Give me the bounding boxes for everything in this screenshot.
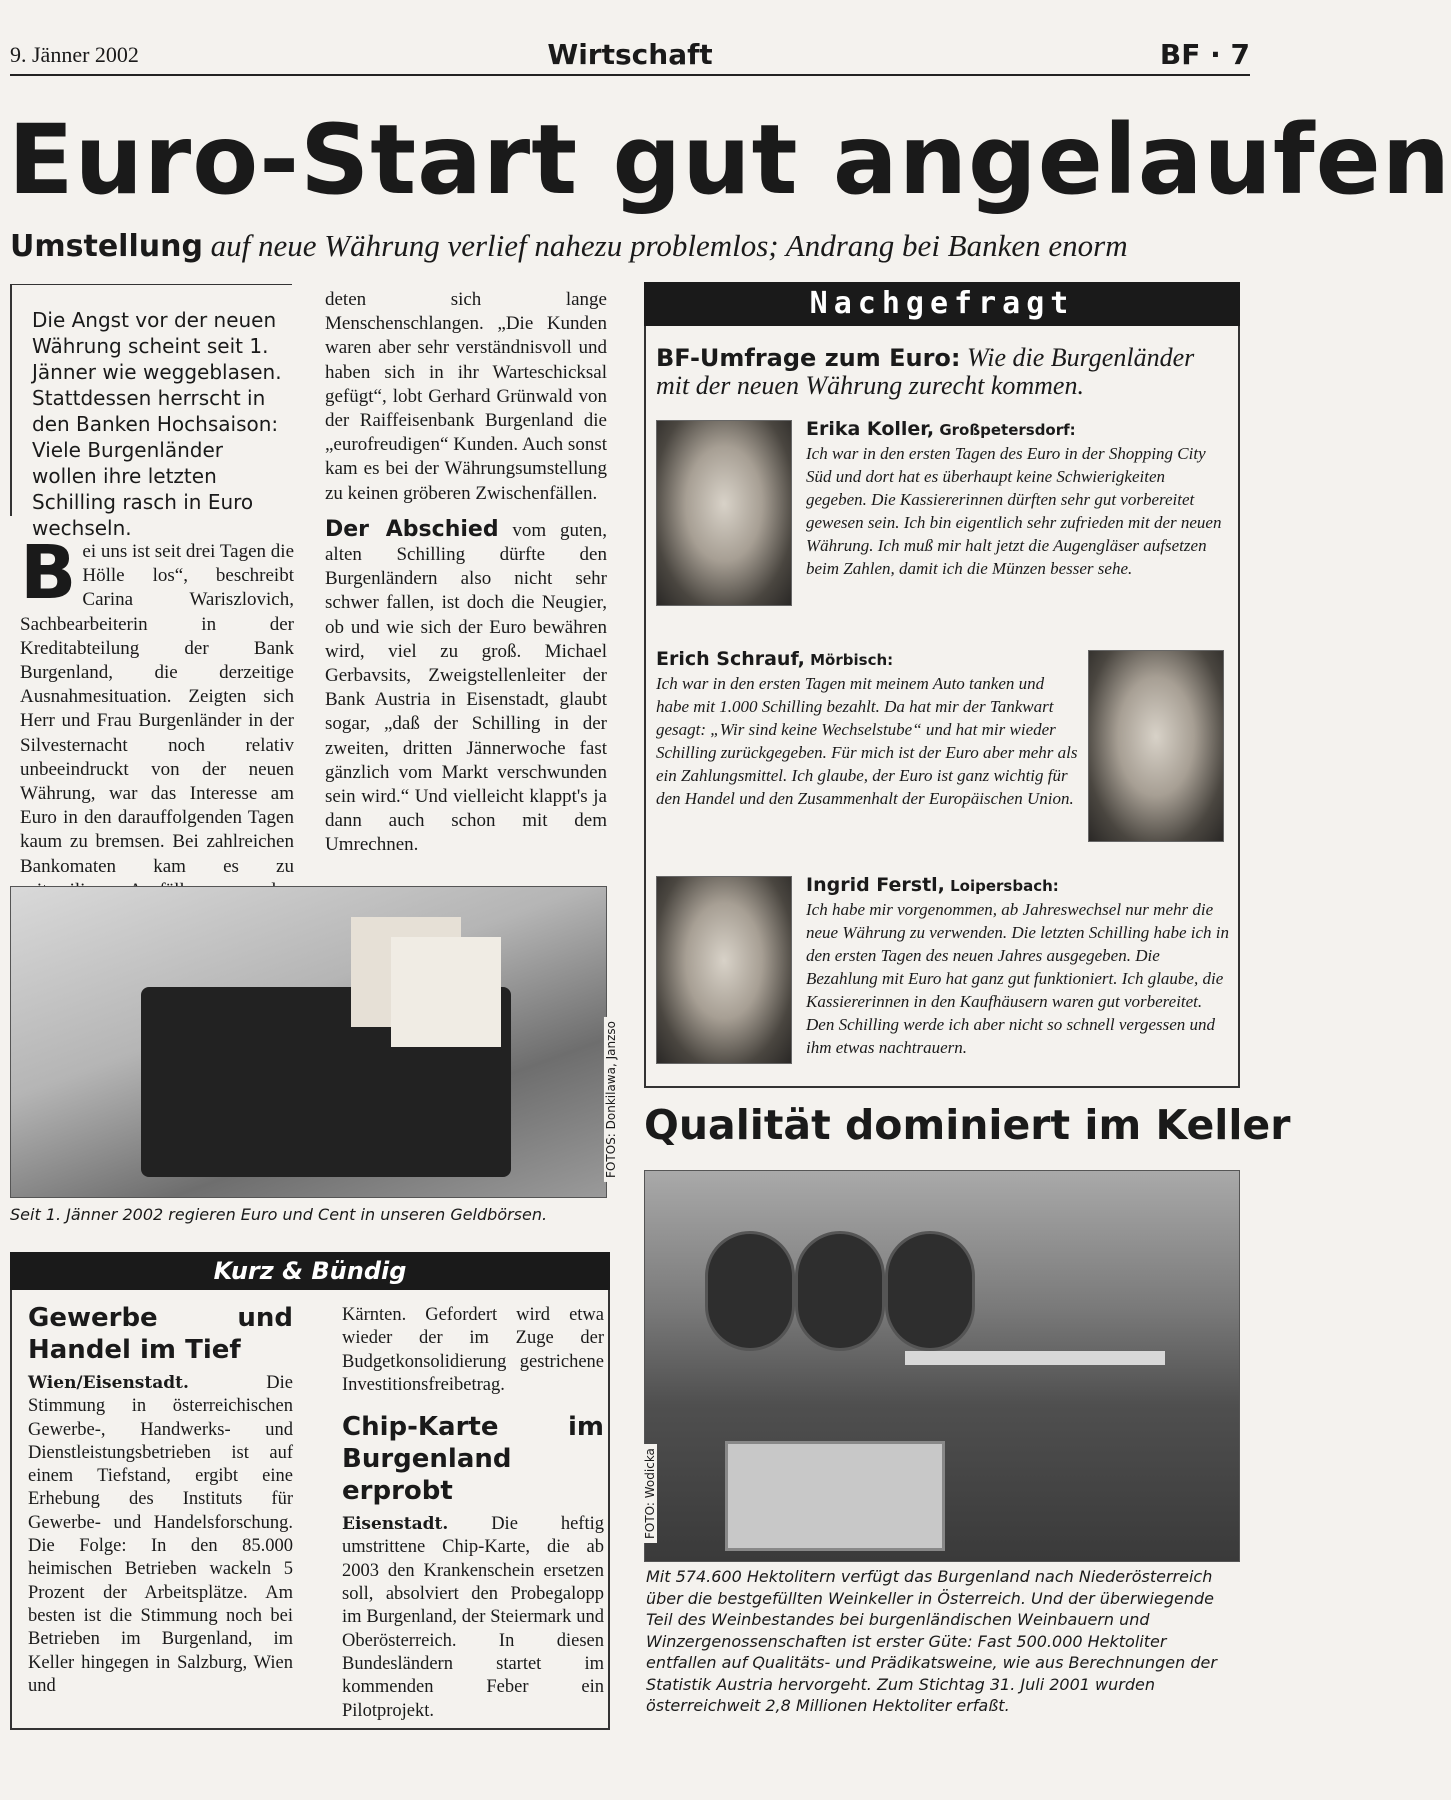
quote1-text: Ich war in den ersten Tagen des Euro in der Shopping City Süd und dort hat es überhaupt keine Schwierigkeiten gegeben. Die Kassiererinnen dürften sehr gut vorbereitet gewesen sein. Ich bin eigentlich sehr zufrieden mit der neuen Währung. Ich muß mir halt jetzt die Augengläser aufsetzen beim Zahlen, damit ich die Münzen besser sehe. xyxy=(806,444,1222,578)
main-headline: Euro-Start gut angelaufen xyxy=(8,104,1451,216)
portrait-erich-schrauf xyxy=(1088,650,1224,842)
kurz-item2-text: Die heftig umstrittene Chip-Karte, die ab 2003 den Krankenschein ersetzen soll, absolviert den Probegalopp im Burgenland, der Steiermark und Oberösterreich. In diesen Bundesländern startet im kommenden Feber ein Pilotprojekt. xyxy=(342,1514,604,1721)
kurz-item1-continued: Kärnten. Gefordert wird etwa wieder der im Zuge der Budgetkonsolidierung gestrichene Investitionsfreibetrag. xyxy=(342,1305,604,1395)
subheadline-rest: auf neue Währung verlief nahezu problemlos; Andrang bei Banken enorm xyxy=(202,228,1128,263)
wine-crate-graphic xyxy=(725,1441,945,1551)
portrait-erika-koller xyxy=(656,420,792,606)
quote-ingrid-ferstl xyxy=(806,874,1230,1059)
kurz-item2-heading: Chip-Karte im Burgenland erprobt xyxy=(342,1412,604,1507)
nachgefragt-title: Nachgefragt xyxy=(644,282,1240,326)
cellar-photo-credit: FOTO: Wodicka xyxy=(643,1444,657,1543)
photo-caption: Seit 1. Jänner 2002 regieren Euro und Cent in unseren Geldbörsen. xyxy=(10,1205,548,1224)
kurz-column-2 xyxy=(342,1304,604,1723)
photo-credit: FOTOS: Donkilawa, Janzso xyxy=(604,1017,618,1182)
kurz-item1-text: Die Stimmung in österreichischen Gewerbe-, Handwerks- und Dienstleistungsbetrieben ist auf einem Tiefstand, ergibt eine Erhebung des Instituts für Gewerbe- und Handelsforschung. Die Folge: In den 85.000 heimischen Betrieben wackeln 5 Prozent der Arbeitsplätze. Am besten ist die Stimmung noch bei Betrieben im Burgenland, im Keller hingegen in Salzburg, Wien und xyxy=(28,1373,293,1696)
survey-intro-bold: BF-Umfrage zum Euro: xyxy=(656,344,961,372)
quote3-name: Ingrid Ferstl, xyxy=(806,874,945,896)
table-graphic xyxy=(905,1351,1165,1365)
quote2-place: Mörbisch: xyxy=(804,651,894,669)
quote1-name: Erika Koller, xyxy=(806,418,935,440)
quote-erika-koller xyxy=(806,418,1230,580)
kurz-buendig-title: Kurz & Bündig xyxy=(10,1252,610,1290)
page-number: BF · 7 xyxy=(1159,38,1250,71)
survey-intro xyxy=(656,344,1232,400)
quote1-place: Großpetersdorf: xyxy=(934,421,1076,439)
article-body-2: deten sich lange Menschenschlangen. „Die Kunden waren aber sehr verständnisvoll und haben sich in ihr Warteschicksal gefügt“, lobt Gerhard Grünwald von der Raiffeisenbank Burgenland die „eurofreudigen“ Kunden. Auch sonst kam es bei der Währungsumstellung zu keinen gröberen Zwischenfällen. xyxy=(325,289,607,504)
cellar-caption: Mit 574.600 Hektolitern verfügt das Burgenland nach Niederösterreich über die bestgefüllten Weinkeller in Österreich. Und der überwiegende Teil des Weinbestandes bei burgenländischen Weinbauern und Winzergenossenschaften ist erster Güte: Fast 500.000 Hektoliter entfallen auf Qualitäts- und Prädikatsweine, wie aus Berechnungen der Statistik Austria hervorgeht. Zum Stichtag 31. Juli 2001 wurden österreichweit 2,8 Millionen Hektoliter erfaßt. xyxy=(646,1567,1217,1715)
barrel-graphic xyxy=(705,1231,795,1351)
kurz-item2-place: Eisenstadt. xyxy=(342,1514,449,1535)
quote3-text: Ich habe mir vorgenommen, ab Jahreswechsel nur mehr die neue Währung zu verwenden. Die letzten Schilling habe ich in den ersten Tagen des neuen Jahres ausgegeben. Die Bezahlung mit Euro hat ganz gut funktioniert. Ich glaube, die Kassiererinnen in den Kaufhäusern waren gut vorbereitet. Den Schilling werde ich aber nicht so schnell vergessen und ihm etwas nachtrauern. xyxy=(806,900,1230,1057)
kurz-item1-place: Wien/Eisenstadt. xyxy=(28,1373,189,1393)
kurz-column-1 xyxy=(28,1302,293,1698)
quote2-text: Ich war in den ersten Tagen mit meinem Auto tanken und habe mit 1.000 Schilling bezahlt. Da hat mir der Tankwart gesagt: „Wir sind keine Wechselstube“ und hat mir wieder Schilling zurückgegeben. Für mich ist der Euro aber mehr als ein Zahlungsmittel. Ich glaube, der Euro ist ganz wichtig für den Handel und den Zusammenhalt der Europäischen Union. xyxy=(656,674,1078,808)
subheadline xyxy=(10,228,1270,264)
lead-paragraph: Die Angst vor der neuen Währung scheint seit 1. Jänner wie weggeblasen. Stattdessen herrscht in den Banken Hochsaison: Viele Burgenländer wollen ihre letzten Schilling rasch in Euro wechseln. xyxy=(10,284,292,516)
runin-heading: Der Abschied xyxy=(325,516,499,542)
quote3-place: Loipersbach: xyxy=(944,877,1059,895)
page-header xyxy=(10,36,1250,76)
article-body-1: ei uns ist seit drei Tagen die Hölle los“, beschreibt Carina Wariszlovich, Sachbearbeiterin in der Kreditabteilung der Bank Burgenland, die derzeitige Ausnahmesituation. Zeigten sich Herr und Frau Burgenländer in der Silvesternacht noch relativ unbeeindruckt von der neuen Währung, war das Interesse am Euro in den darauffolgenden Tagen kaum zu bremsen. Bei zahlreichen Bankomaten kam es zu xyxy=(20,541,294,877)
kurz-item1-heading: Gewerbe und Handel im Tief xyxy=(28,1303,293,1365)
article-column-2 xyxy=(325,288,607,858)
subheadline-bold: Umstellung xyxy=(10,229,203,264)
issue-date: 9. Jänner 2002 xyxy=(10,42,139,67)
wallet-photo xyxy=(10,886,618,1198)
article-column-1 xyxy=(20,530,294,927)
nachgefragt-box xyxy=(644,326,1240,1088)
drop-cap: B xyxy=(20,530,77,616)
kurz-buendig-box xyxy=(10,1290,610,1730)
survey-intro-rest: Wie die Burgenländer mit der neuen Währung zurecht kommen. xyxy=(656,343,1195,400)
cellar-headline: Qualität dominiert im Keller xyxy=(644,1101,1291,1149)
portrait-ingrid-ferstl xyxy=(656,876,792,1064)
quote2-name: Erich Schrauf, xyxy=(656,648,805,670)
wallet-graphic xyxy=(141,987,511,1177)
section-title: Wirtschaft xyxy=(547,38,713,71)
banknote-10 xyxy=(391,937,501,1047)
barrel-graphic xyxy=(885,1231,975,1351)
wine-cellar-photo xyxy=(644,1170,1240,1562)
article-body-3: vom guten, alten Schilling dürfte den Burgenländern also nicht sehr schwer fallen, ist doch die Neugier, ob und wie sich der Euro bewähren wird, viel zu groß. Michael Gerbavsits, Zweigstellenleiter der Bank Austria in Eisenstadt, glaubt sogar, „daß der Schilling in der zweiten, dritten Jännerwoche fast gänzlich vom Markt verschwunden sein wird.“ Und vielleicht klappt's ja dann auch schon mit dem Umrechnen. xyxy=(325,519,607,856)
quote-erich-schrauf xyxy=(656,648,1080,810)
barrel-graphic xyxy=(795,1231,885,1351)
